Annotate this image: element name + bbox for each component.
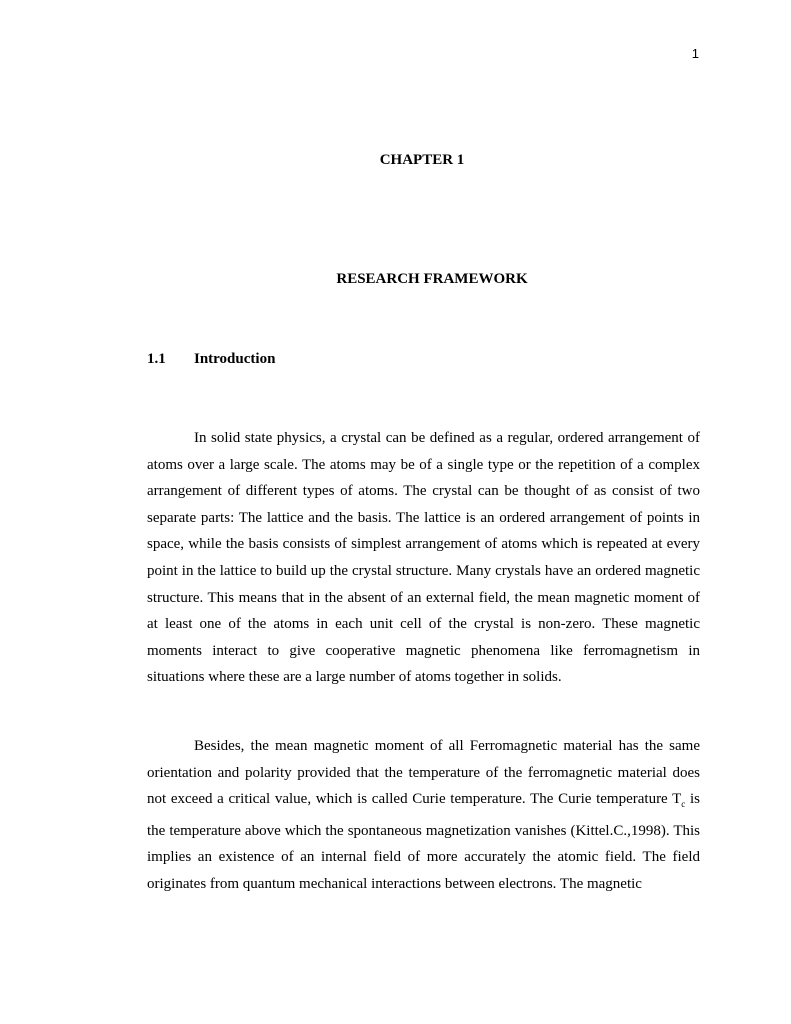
body-paragraph-2 xyxy=(147,733,700,898)
section-heading xyxy=(147,351,275,368)
paragraph-2-text-after-symbol: is the temperature above which the spontaneous magnetization vanishes (Kittel.C.,1998). This implies an existence of an internal field of more accurately the atomic field. The field originates from quantum mechanical interactions between electrons. The magnetic xyxy=(147,791,700,892)
section-number: 1.1 xyxy=(147,351,166,367)
chapter-title: RESEARCH FRAMEWORK xyxy=(336,271,528,287)
section-title: Introduction xyxy=(194,351,276,367)
chapter-heading: CHAPTER 1 xyxy=(379,152,465,168)
page-number: 1 xyxy=(691,46,699,61)
body-paragraph-1: In solid state physics, a crystal can be defined as a regular, ordered arrangement of atoms over a large scale. The atoms may be of a single type or the repetition of a complex arrangement of different types of atoms. The crystal can be thought of as consist of two separate parts: The lattice and the basis. The lattice is an ordered arrangement of points in space, while the basis consists of simplest arrangement of atoms which is repeated at every point in the lattice to build up the crystal structure. Many crystals have an ordered magnetic structure. This means that in the absent of an external field, the mean magnetic moment of at least one of the atoms in each unit cell of the crystal is non-zero. These magnetic moments interact to give cooperative magnetic phenomena like ferromagnetism in situations where these are a large number of atoms together in solids. xyxy=(147,430,700,686)
curie-temperature-subscript: c xyxy=(681,799,686,810)
paragraph-2-text-before-symbol: Besides, the mean magnetic moment of all Ferromagnetic material has the same orientation and polarity provided that the temperature of the ferromagnetic material does not exceed a critical value, which is called Curie temperature. The Curie temperature T xyxy=(147,738,700,808)
